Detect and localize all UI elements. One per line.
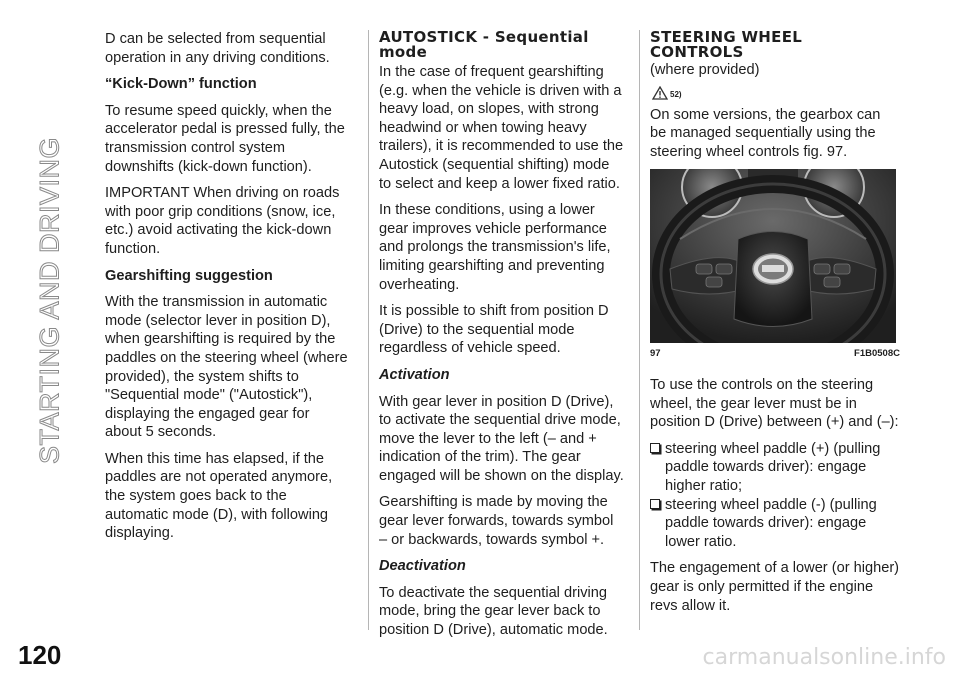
bullet-text-lower: steering wheel paddle (-) (pulling paddle towards driver): engage lower ratio.: [665, 496, 877, 550]
heading-steering-wheel-controls: STEERING WHEEL CONTROLS: [650, 28, 803, 61]
heading-deactivation: Deactivation: [379, 558, 466, 575]
heading-kick-down: “Kick-Down” function: [105, 76, 257, 93]
paragraph-shift-d: It is possible to shift from position D (Drive) to the sequential mode regardless of vehicle speed.: [379, 303, 609, 357]
heading-gearshifting-suggestion: Gearshifting suggestion: [105, 267, 273, 284]
bullet-item-higher: [650, 440, 900, 496]
bullet-text-higher: steering wheel paddle (+) (pulling paddle towards driver): engage higher ratio;: [665, 440, 881, 494]
page-number: 120: [18, 640, 62, 670]
heading-autostick: AUTOSTICK - Sequential mode: [379, 28, 589, 61]
column-middle: [379, 30, 624, 648]
checkbox-bullet-icon: [650, 499, 660, 509]
column-left: [105, 30, 350, 551]
watermark: carmanualsonline.info: [702, 645, 946, 670]
figure-caption: [650, 345, 900, 364]
paragraph-time-elapsed: When this time has elapsed, if the paddles are not operated anymore, the system goes back to the automatic mode (D), with following displaying.: [105, 450, 333, 542]
warning-reference: [652, 82, 900, 100]
bullet-item-lower: [650, 496, 900, 552]
heading-activation: Activation: [379, 366, 450, 383]
paragraph-frequent-gearshifting: In the case of frequent gearshifting (e.g. when the vehicle is driven with a heavy load, on slopes, with strong headwind or when towing heavy trailers), it is recommended to use the Autostick (sequential shifting) mode to select and keep a lower fixed ratio.: [379, 64, 624, 192]
column-divider-1: [368, 30, 369, 630]
warning-triangle-icon: [652, 86, 668, 100]
steering-wheel-photo: [650, 169, 896, 343]
column-right: [650, 30, 900, 623]
paragraph-engagement: The engagement of a lower (or higher) gear is only permitted if the engine revs allow it.: [650, 560, 900, 614]
warning-ref-number: 52): [670, 89, 682, 99]
column-divider-2: [639, 30, 640, 630]
where-provided: (where provided): [650, 62, 760, 78]
paragraph-lower-gear: In these conditions, using a lower gear improves vehicle performance and prolongs the transmission's life, limiting gearshifting and preventing overheating.: [379, 202, 611, 293]
paragraph-use-controls: To use the controls on the steering wheel, the gear lever must be in position D (Drive) between (+) and (–):: [650, 376, 899, 431]
paragraph-d-selection: D can be selected from sequential operation in any driving conditions.: [105, 31, 330, 66]
paragraph-deactivation: To deactivate the sequential driving mode, bring the gear lever back to position D (Drive), automatic mode.: [379, 584, 608, 639]
figure-number: 97: [650, 348, 661, 360]
paragraph-important: IMPORTANT When driving on roads with poor grip conditions (snow, ice, etc.) avoid activating the kick-down function.: [105, 185, 340, 257]
paragraph-some-versions: On some versions, the gearbox can be managed sequentially using the steering wheel controls fig. 97.: [650, 106, 881, 160]
paragraph-gear-lever: Gearshifting is made by moving the gear lever forwards, towards symbol – or backwards, towards symbol +.: [379, 494, 614, 548]
paragraph-activation: With gear lever in position D (Drive), to activate the sequential drive mode, move the lever to the left (– and + indication of the trim). The gear engaged will be shown on the display.: [379, 393, 624, 484]
paragraph-kick-down: To resume speed quickly, when the accelerator pedal is pressed fully, the transmission control system downshifts (kick-down function).: [105, 102, 345, 175]
steering-wheel-figure: [650, 169, 896, 343]
paragraph-gearshifting: With the transmission in automatic mode (selector lever in position D), when gearshifting is required by the paddles on the steering wheel (where provided), the system shifts to "Sequential mode" ("Autostick"), displaying the engaged gear for about 5 seconds.: [105, 294, 348, 441]
section-side-title: STARTING AND DRIVING: [34, 136, 65, 465]
checkbox-bullet-icon: [650, 443, 660, 453]
figure-code: F1B0508C: [854, 348, 900, 360]
